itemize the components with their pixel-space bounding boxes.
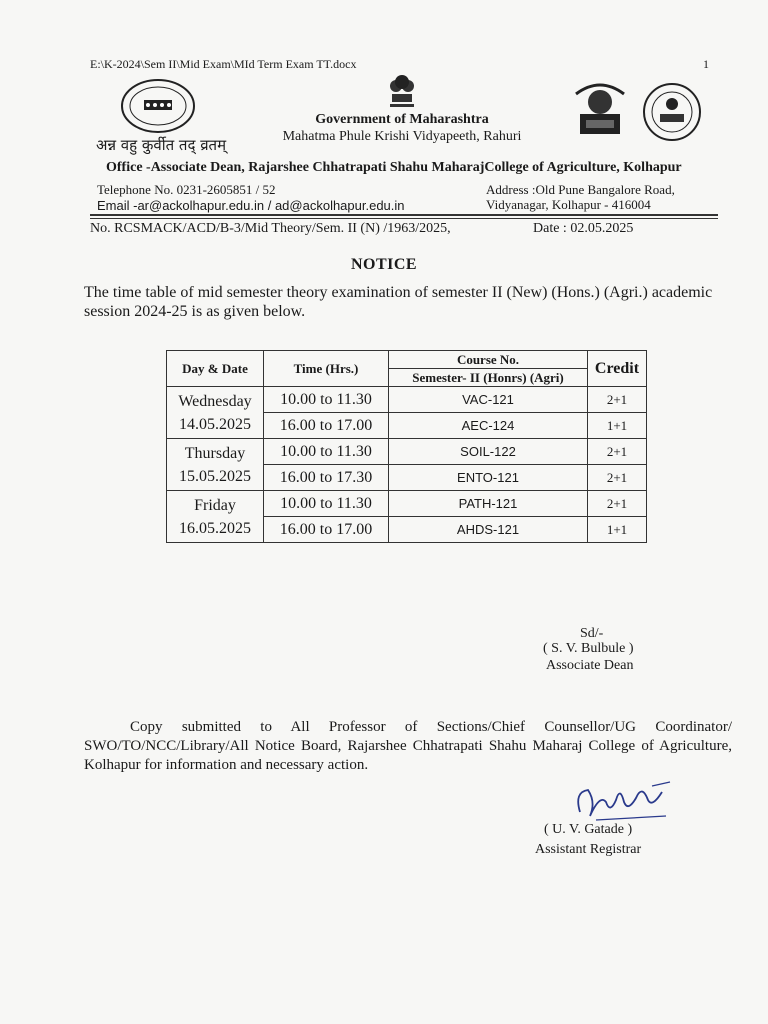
credit-cell: 2+1 <box>588 439 647 465</box>
day-date-cell <box>167 387 264 439</box>
day-name: Wednesday <box>178 392 252 410</box>
associate-dean-name: ( S. V. Bulbule ) <box>543 641 634 656</box>
page-number: 1 <box>703 57 709 71</box>
address-line-2: Vidyanagar, Kolhapur - 416004 <box>486 197 651 212</box>
timetable <box>166 350 647 543</box>
college-seal-icon <box>640 80 704 144</box>
day-date: 16.05.2025 <box>179 519 251 537</box>
header-time: Time (Hrs.) <box>264 351 389 387</box>
university-name: Mahatma Phule Krishi Vidyapeeth, Rahuri <box>282 129 522 144</box>
time-cell: 10.00 to 11.30 <box>264 439 389 465</box>
header-course-no: Course No. <box>389 351 588 369</box>
credit-cell: 2+1 <box>588 465 647 491</box>
sd-mark: Sd/- <box>580 626 604 641</box>
time-cell: 16.00 to 17.00 <box>264 517 389 543</box>
government-title: Government of Maharashtra <box>315 112 489 127</box>
address-line-1: Address :Old Pune Bangalore Road, <box>486 182 675 197</box>
header-divider <box>90 214 718 216</box>
day-name: Friday <box>194 496 236 514</box>
document-date: Date : 02.05.2025 <box>533 221 634 236</box>
associate-dean-designation: Associate Dean <box>546 658 634 673</box>
header-day-date: Day & Date <box>167 351 264 387</box>
assistant-registrar-name: ( U. V. Gatade ) <box>544 822 633 837</box>
notice-intro: The time table of mid semester theory examination of semester II (New) (Hons.) (Agri.) academic session 2024-25 is as given below. <box>84 284 713 320</box>
course-cell: PATH-121 <box>389 491 588 517</box>
course-cell: AHDS-121 <box>389 517 588 543</box>
course-cell: VAC-121 <box>389 387 588 413</box>
day-date-cell <box>167 439 264 491</box>
handwritten-signature-icon <box>566 772 676 828</box>
course-cell: ENTO-121 <box>389 465 588 491</box>
header-divider-thin <box>90 218 718 219</box>
assistant-registrar-designation: Assistant Registrar <box>535 842 642 857</box>
time-cell: 10.00 to 11.30 <box>264 387 389 413</box>
college-crest-icon <box>566 72 634 140</box>
course-cell: AEC-124 <box>389 413 588 439</box>
day-date-cell <box>167 491 264 543</box>
email: Email -ar@ackolhapur.edu.in / ad@ackolhapur.edu.in <box>97 198 405 213</box>
table-row <box>167 439 647 465</box>
day-date: 14.05.2025 <box>179 415 251 433</box>
motto: अन्न वहु कुर्वीत तद् व्रतम् <box>96 136 227 154</box>
copy-note: Copy submitted to All Professor of Sections/Chief Counsellor/UG Coordinator/ SWO/TO/NCC/Library/All Notice Board, Rajarshee Chhatrapati Shahu Maharaj College of Agriculture, Kolhapur for information and necessary action. <box>84 719 732 773</box>
table-row <box>167 387 647 413</box>
national-emblem-icon <box>380 68 424 112</box>
day-date: 15.05.2025 <box>179 467 251 485</box>
credit-cell: 2+1 <box>588 387 647 413</box>
day-name: Thursday <box>184 444 246 462</box>
time-cell: 16.00 to 17.00 <box>264 413 389 439</box>
file-path: E:\K-2024\Sem II\Mid Exam\MId Term Exam TT.docx <box>90 57 357 71</box>
course-cell: SOIL-122 <box>389 439 588 465</box>
notice-title: NOTICE <box>350 256 418 273</box>
header-semester: Semester- II (Honrs) (Agri) <box>389 369 588 387</box>
telephone: Telephone No. 0231-2605851 / 52 <box>97 182 276 197</box>
header-credit: Credit <box>588 351 647 387</box>
credit-cell: 1+1 <box>588 413 647 439</box>
reference-number: No. RCSMACK/ACD/B-3/Mid Theory/Sem. II (N) /1963/2025, <box>90 221 451 236</box>
university-seal-icon <box>118 78 198 134</box>
table-header-row <box>167 351 647 369</box>
credit-cell: 2+1 <box>588 491 647 517</box>
time-cell: 16.00 to 17.30 <box>264 465 389 491</box>
time-cell: 10.00 to 11.30 <box>264 491 389 517</box>
table-row <box>167 491 647 517</box>
office-line: Office -Associate Dean, Rajarshee Chhatrapati Shahu MaharajCollege of Agriculture, Kolhapur <box>106 160 682 175</box>
credit-cell: 1+1 <box>588 517 647 543</box>
